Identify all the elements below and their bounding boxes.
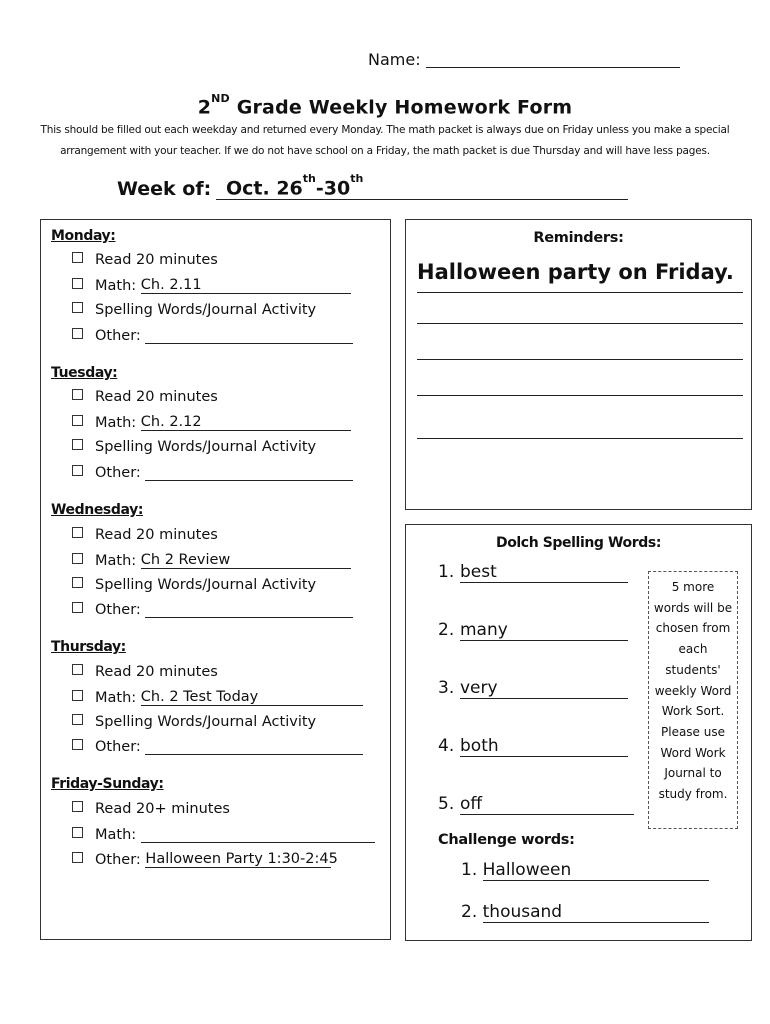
monday-other-item[interactable]: [72, 327, 353, 344]
thursday-spelling-item[interactable]: [72, 714, 316, 730]
tuesday-read-item[interactable]: [72, 389, 218, 405]
checkbox[interactable]: [72, 577, 83, 588]
checkbox[interactable]: [72, 739, 83, 750]
checkbox[interactable]: [72, 252, 83, 263]
word-work-note: [648, 571, 738, 829]
item-label: Math:: [95, 415, 137, 431]
item-label: Other:: [95, 328, 141, 344]
challenge-word-2: [461, 902, 709, 923]
item-label: Spelling Words/Journal Activity: [95, 302, 317, 318]
note-text: 5 more words will be chosen from each students' weekly Word Work Sort. Please use Word Work Journal to study from.: [653, 580, 733, 802]
checkbox[interactable]: [72, 602, 83, 613]
spelling-words-panel: [405, 524, 752, 941]
item-label: Read 20 minutes: [95, 252, 218, 268]
reminders-panel: [405, 219, 752, 510]
reminder-line-1: Halloween party on Friday.: [417, 260, 734, 284]
title-superscript: ND: [211, 92, 230, 105]
checkbox[interactable]: [72, 278, 83, 289]
math-value: Ch. 2.12: [140, 414, 202, 430]
reminder-line[interactable]: [417, 292, 743, 293]
reminder-line[interactable]: [417, 438, 743, 439]
monday-other-field[interactable]: [145, 327, 353, 344]
word-number: 5.: [438, 794, 455, 814]
checkbox[interactable]: [72, 801, 83, 812]
math-value: Ch. 2.11: [140, 277, 202, 293]
friday-math-item[interactable]: [72, 826, 375, 843]
wednesday-read-item[interactable]: [72, 527, 218, 543]
item-label: Math:: [95, 827, 137, 843]
monday-math-item[interactable]: [72, 277, 351, 294]
item-label: Math:: [95, 690, 137, 706]
item-label: Read 20+ minutes: [95, 801, 230, 817]
week-start: Oct. 26: [226, 177, 303, 200]
wednesday-math-item[interactable]: [72, 552, 351, 569]
friday-math-field[interactable]: [141, 826, 375, 843]
week-start-suffix: th: [302, 172, 316, 185]
spelling-word-2: [438, 620, 628, 641]
week-end: -30: [315, 177, 351, 200]
checkbox[interactable]: [72, 389, 83, 400]
word-value: many: [460, 620, 628, 641]
tuesday-other-item[interactable]: [72, 464, 353, 481]
checkbox[interactable]: [72, 439, 83, 450]
checkbox[interactable]: [72, 328, 83, 339]
item-label: Other:: [95, 739, 141, 755]
thursday-read-item[interactable]: [72, 664, 218, 680]
week-of-line[interactable]: [216, 199, 628, 200]
checkbox[interactable]: [72, 415, 83, 426]
checkbox[interactable]: [72, 664, 83, 675]
item-label: Math:: [95, 553, 137, 569]
checkbox[interactable]: [72, 852, 83, 863]
reminders-heading: Reminders:: [533, 230, 624, 246]
word-value: very: [460, 678, 628, 699]
spelling-word-1: [438, 562, 628, 583]
checkbox[interactable]: [72, 553, 83, 564]
name-label: Name:: [368, 50, 421, 69]
checkbox[interactable]: [72, 302, 83, 313]
reminder-line[interactable]: [417, 323, 743, 324]
item-label: Read 20 minutes: [95, 664, 218, 680]
reminder-line[interactable]: [417, 395, 743, 396]
other-value: Halloween Party 1:30-2:45: [145, 851, 338, 867]
instructions-line-2: arrangement with your teacher. If we do not have school on a Friday, the math packet is due Thursday and will have less pages.: [60, 145, 710, 157]
math-value: Ch. 2 Test Today: [140, 689, 259, 705]
spelling-word-5: [438, 794, 634, 815]
item-label: Other:: [95, 465, 141, 481]
daily-homework-panel: [40, 219, 391, 940]
word-value: off: [460, 794, 634, 815]
dolch-heading: Dolch Spelling Words:: [495, 535, 662, 551]
checkbox[interactable]: [72, 690, 83, 701]
word-value: both: [460, 736, 628, 757]
item-label: Read 20 minutes: [95, 389, 218, 405]
checkbox[interactable]: [72, 465, 83, 476]
tuesday-other-field[interactable]: [145, 464, 353, 481]
wednesday-other-field[interactable]: [145, 601, 353, 618]
monday-read-item[interactable]: [72, 252, 218, 268]
item-label: Spelling Words/Journal Activity: [95, 439, 317, 455]
wednesday-math-field[interactable]: [141, 552, 351, 569]
challenge-words-heading: Challenge words:: [438, 832, 575, 848]
checkbox[interactable]: [72, 527, 83, 538]
week-of-label: Week of:: [117, 178, 212, 200]
word-number: 4.: [438, 736, 455, 756]
instructions-line-1: This should be filled out each weekday and returned every Monday. The math packet is always due on Friday unless you make a special: [40, 124, 730, 136]
checkbox[interactable]: [72, 827, 83, 838]
tuesday-math-item[interactable]: [72, 414, 351, 431]
day-heading-monday: Monday:: [51, 228, 116, 244]
title-prefix: 2: [197, 96, 212, 119]
item-label: Other:: [95, 852, 141, 868]
day-heading-thursday: Thursday:: [51, 639, 126, 655]
monday-spelling-item[interactable]: [72, 302, 316, 318]
name-input-line[interactable]: [426, 67, 680, 68]
friday-other-field[interactable]: [145, 851, 338, 868]
challenge-word-1: [461, 860, 709, 881]
tuesday-spelling-item[interactable]: [72, 439, 316, 455]
day-heading-tuesday: Tuesday:: [51, 365, 118, 381]
item-label: Math:: [95, 278, 137, 294]
thursday-math-field[interactable]: [141, 689, 363, 706]
friday-read-item[interactable]: [72, 801, 230, 817]
word-number: 1.: [438, 562, 455, 582]
week-of-value: [226, 172, 364, 200]
friday-other-item[interactable]: [72, 851, 338, 868]
thursday-math-item[interactable]: [72, 689, 363, 706]
reminder-line[interactable]: [417, 359, 743, 360]
checkbox[interactable]: [72, 714, 83, 725]
week-end-suffix: th: [350, 172, 364, 185]
word-number: 1.: [461, 860, 478, 880]
word-number: 2.: [461, 902, 478, 922]
day-heading-wednesday: Wednesday:: [51, 502, 144, 518]
monday-math-field[interactable]: [141, 277, 351, 294]
item-label: Spelling Words/Journal Activity: [95, 714, 317, 730]
item-label: Spelling Words/Journal Activity: [95, 577, 317, 593]
item-label: Other:: [95, 602, 141, 618]
wednesday-spelling-item[interactable]: [72, 577, 316, 593]
day-heading-friday-sunday: Friday-Sunday:: [51, 776, 164, 792]
word-value: best: [460, 562, 628, 583]
word-value: thousand: [483, 902, 709, 923]
spelling-word-4: [438, 736, 628, 757]
item-label: Read 20 minutes: [95, 527, 218, 543]
spelling-word-3: [438, 678, 628, 699]
thursday-other-field[interactable]: [145, 738, 363, 755]
math-value: Ch 2 Review: [140, 552, 231, 568]
word-number: 2.: [438, 620, 455, 640]
title-text: Grade Weekly Homework Form: [229, 96, 573, 119]
page-title: [0, 92, 770, 119]
tuesday-math-field[interactable]: [141, 414, 351, 431]
thursday-other-item[interactable]: [72, 738, 363, 755]
word-value: Halloween: [483, 860, 709, 881]
wednesday-other-item[interactable]: [72, 601, 353, 618]
word-number: 3.: [438, 678, 455, 698]
